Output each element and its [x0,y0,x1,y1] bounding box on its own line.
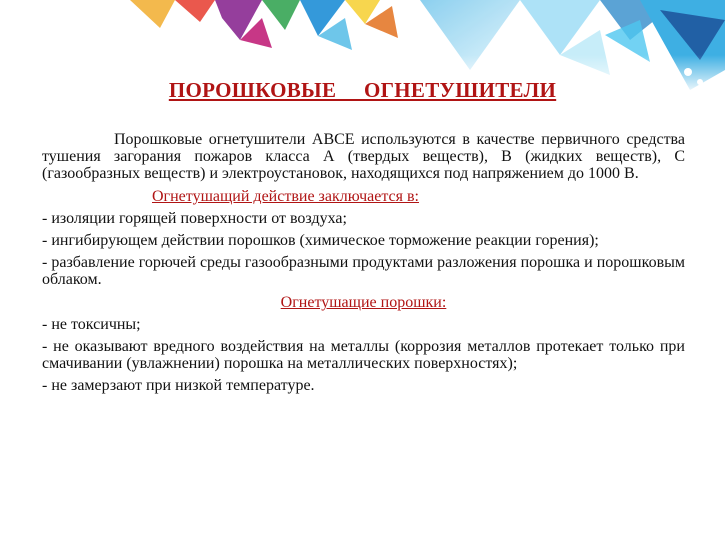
powders-item-3: - не замерзают при низкой температуре. [42,377,315,394]
powders-item-1: - не токсичны; [42,316,141,333]
intro-paragraph: Порошковые огнетушители АВСЕ используются в качестве первичного средства тушения загорания пожаров класса А (твердых веществ), В (жидких веществ), С (газообразных веществ) и электроустановок, находящихся под напряжением до 1000 В. [42,131,685,182]
slide-body [42,131,685,394]
action-item-2: - ингибирующем действии порошков (химическое торможение реакции горения); [42,232,599,249]
slide-title: ПОРОШКОВЫЕ ОГНЕТУШИТЕЛИ [168,78,557,102]
action-heading: Огнетушащий действие заключается в: [152,188,419,205]
powders-item-2: - не оказывают вредного воздействия на металлы (коррозия металлов протекает только при смачивании (увлажнении) порошка на металлических поверхностях); [42,338,685,372]
powders-heading: Огнетушащие порошки: [280,294,447,311]
action-item-1: - изоляции горящей поверхности от воздуха; [42,210,347,227]
action-item-3: - разбавление горючей среды газообразными продуктами разложения порошка и порошковым облаком. [42,254,685,288]
